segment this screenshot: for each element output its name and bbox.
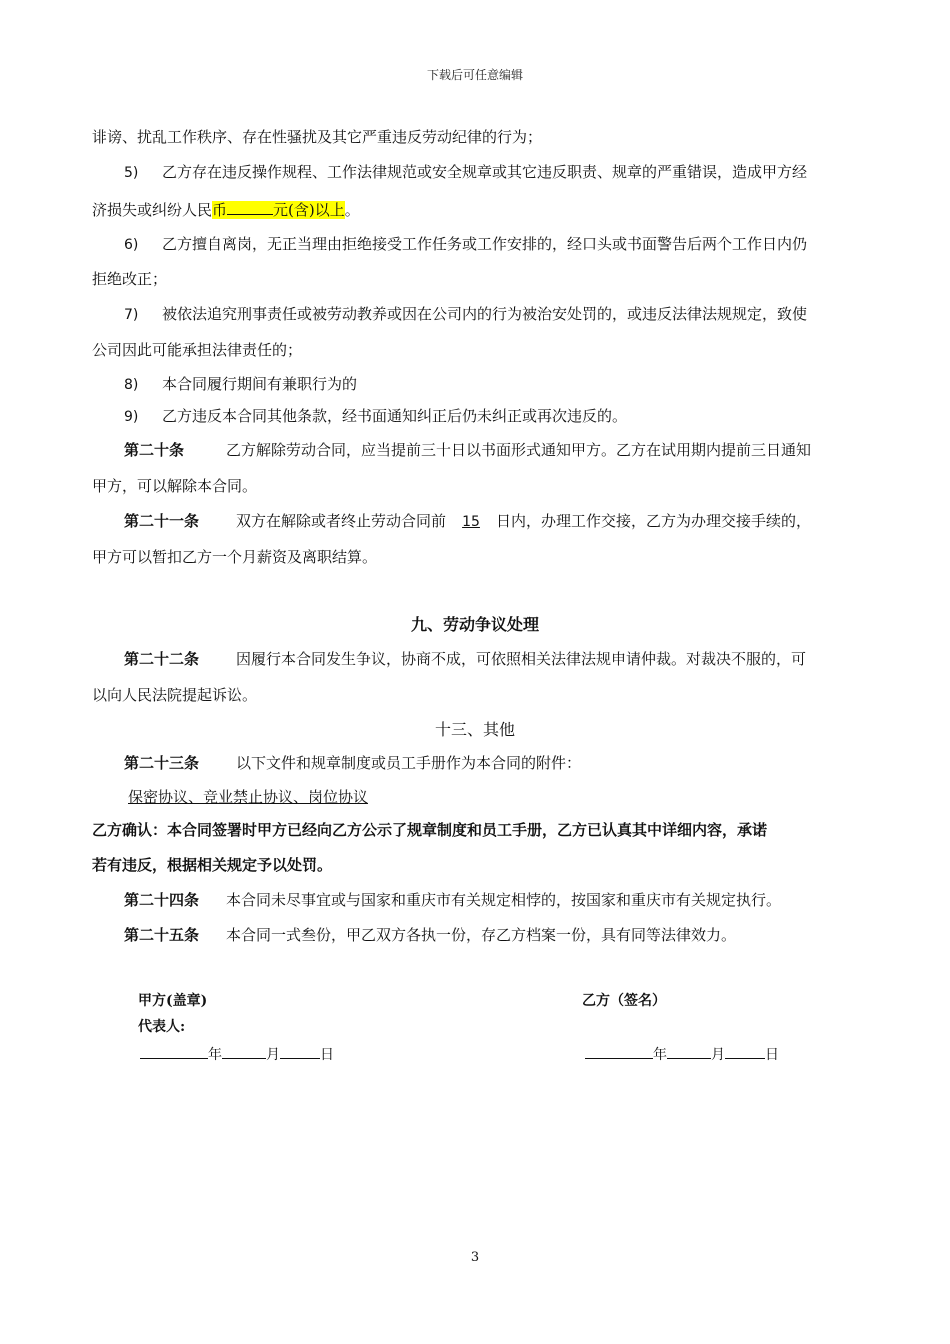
day-label: 日 xyxy=(320,1047,334,1063)
item-number: 5) xyxy=(124,165,139,181)
amount-suffix: 元(含)以上 xyxy=(273,201,345,219)
day-blank xyxy=(725,1042,765,1059)
item-text: 济损失或纠纷人民 xyxy=(92,201,213,219)
currency-label: 币 xyxy=(212,201,228,219)
period: 。 xyxy=(344,201,360,219)
clause-text: 诽谤、扰乱工作秩序、存在性骚扰及其它严重违反劳动纪律的行为； xyxy=(92,128,543,146)
representative-label: 代表人: xyxy=(138,1019,186,1035)
attachments-list xyxy=(124,787,413,807)
year-blank xyxy=(585,1042,653,1059)
month-blank xyxy=(222,1042,266,1059)
article-title: 第二十条 xyxy=(124,441,185,459)
item-text: 乙方存在违反操作规程、工作法律规范或安全规章或其它违反职责、规章的严重错误，造成甲方经 xyxy=(162,163,808,181)
article-20 xyxy=(124,440,811,460)
list-item-8 xyxy=(124,374,357,395)
article-text: 本合同一式叁份，甲乙双方各执一份，存乙方档案一份，具有同等法律效力。 xyxy=(226,926,737,944)
article-text: 因履行本合同发生争议，协商不成，可依照相关法律法规申请仲裁。对裁决不服的，可 xyxy=(236,650,807,668)
days-value: 15 xyxy=(462,514,480,530)
article-text: 本合同未尽事宜或与国家和重庆市有关规定相悖的，按国家和重庆市有关规定执行。 xyxy=(226,891,782,909)
year-blank xyxy=(140,1042,208,1059)
article-title: 第二十二条 xyxy=(124,650,200,668)
article-22 xyxy=(124,649,806,669)
article-20-continued: 甲方，可以解除本合同。 xyxy=(92,477,258,495)
list-item-9 xyxy=(124,406,627,427)
attachments-text: 保密协议、竞业禁止协议、岗位协议 xyxy=(128,788,369,806)
article-24 xyxy=(124,890,781,910)
article-23 xyxy=(124,753,581,773)
article-text: 乙方解除劳动合同，应当提前三十日以书面形式通知甲方。乙方在试用期内提前三日通知 xyxy=(226,441,812,459)
party-a-date xyxy=(140,1042,334,1064)
item-text: 本合同履行期间有兼职行为的 xyxy=(162,375,358,393)
month-label: 月 xyxy=(266,1047,280,1063)
item-text: 乙方擅自离岗，无正当理由拒绝接受工作任务或工作安排的，经口头或书面警告后两个工作日内仍 xyxy=(162,235,808,253)
list-item-6-continued: 拒绝改正； xyxy=(92,270,168,288)
article-title: 第二十一条 xyxy=(124,512,200,530)
article-21 xyxy=(124,511,811,532)
party-b-date xyxy=(585,1042,779,1064)
day-blank xyxy=(280,1042,320,1059)
list-item-5 xyxy=(124,162,807,183)
list-item-6 xyxy=(124,234,807,255)
month-blank xyxy=(667,1042,711,1059)
highlighted-amount xyxy=(212,201,345,219)
article-text: 双方在解除或者终止劳动合同前 xyxy=(236,512,447,530)
day-label: 日 xyxy=(765,1047,779,1063)
year-label: 年 xyxy=(208,1047,222,1063)
amount-blank xyxy=(227,198,273,215)
article-title: 第二十四条 xyxy=(124,891,200,909)
article-title: 第二十五条 xyxy=(124,926,200,944)
item-number: 9) xyxy=(124,409,139,425)
item-number: 7) xyxy=(124,307,139,323)
article-21-continued: 甲方可以暂扣乙方一个月薪资及离职结算。 xyxy=(92,548,378,566)
item-text: 被依法追究刑事责任或被劳动教养或因在公司内的行为被治安处罚的，或违反法律法规规定，致使 xyxy=(162,305,808,323)
section-heading: 十三、其他 xyxy=(434,720,515,739)
article-22-continued: 以向人民法院提起诉讼。 xyxy=(92,686,258,704)
item-number: 8) xyxy=(124,377,139,393)
page-header-note: 下载后可任意编辑 xyxy=(426,68,523,82)
section-heading: 九、劳动争议处理 xyxy=(410,615,539,634)
article-25 xyxy=(124,925,736,945)
list-item-5-continued xyxy=(92,198,360,220)
list-item-7-continued: 公司因此可能承担法律责任的； xyxy=(92,341,303,359)
party-a-label: 甲方(盖章) xyxy=(138,993,208,1009)
item-number: 6) xyxy=(124,237,139,253)
item-text: 乙方违反本合同其他条款，经书面通知纠正后仍未纠正或再次违反的。 xyxy=(162,407,628,425)
list-item-7 xyxy=(124,304,807,325)
confirmation-text-continued: 若有违反，根据相关规定予以处罚。 xyxy=(92,856,333,874)
article-text: 日内，办理工作交接，乙方为办理交接手续的， xyxy=(496,512,812,530)
confirmation-text: 乙方确认：本合同签署时甲方已经向乙方公示了规章制度和员工手册，乙方已认真其中详细内容，承诺 xyxy=(92,821,768,839)
party-b-label: 乙方（签名） xyxy=(582,993,666,1009)
month-label: 月 xyxy=(711,1047,725,1063)
page-number: 3 xyxy=(470,1250,480,1265)
article-title: 第二十三条 xyxy=(124,754,200,772)
article-text: 以下文件和规章制度或员工手册作为本合同的附件： xyxy=(236,754,582,772)
year-label: 年 xyxy=(653,1047,667,1063)
